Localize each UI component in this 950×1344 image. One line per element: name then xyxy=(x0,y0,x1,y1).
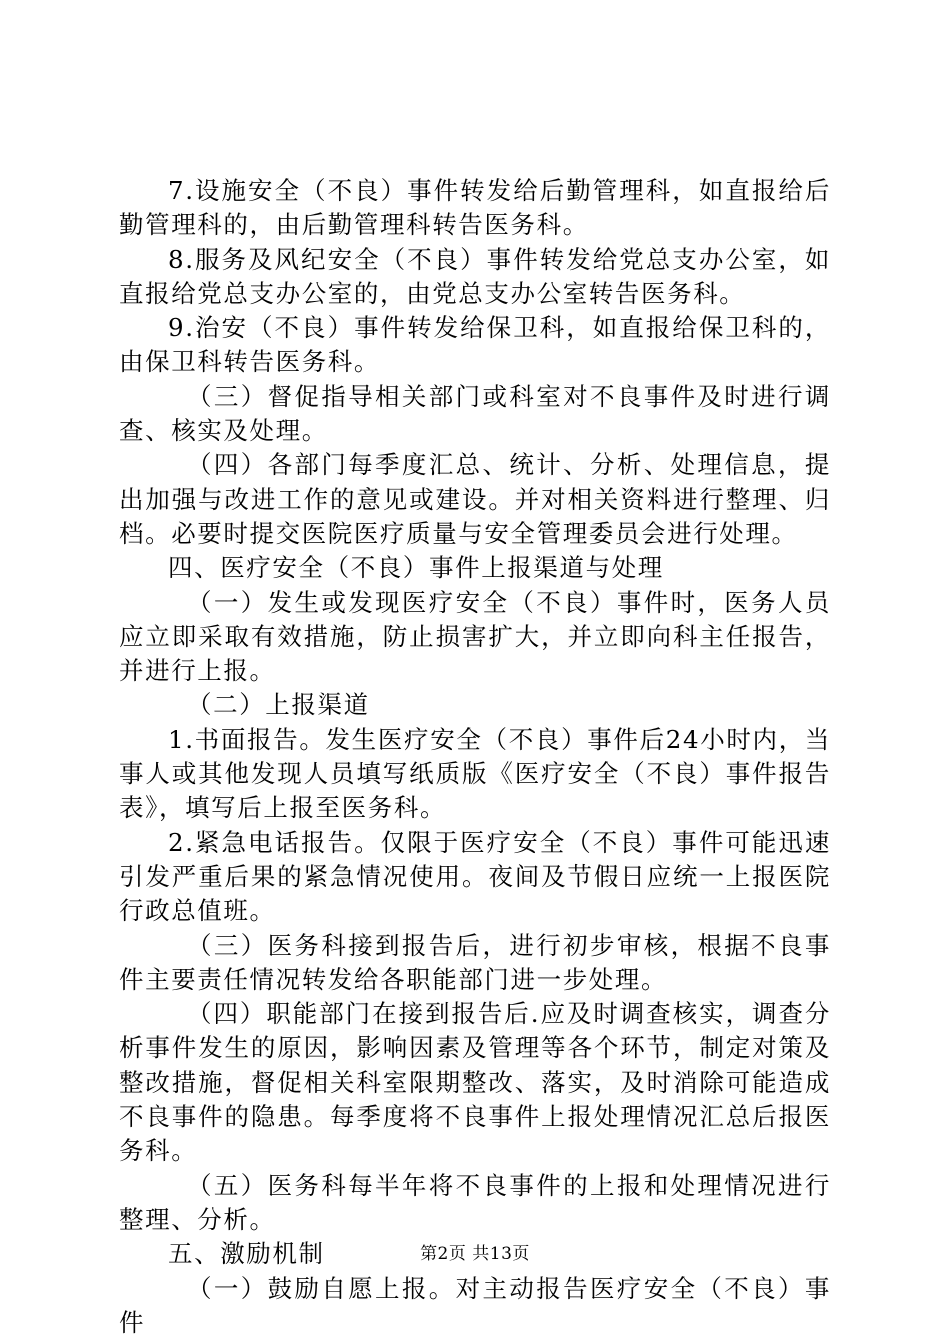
paragraph-sub-1b: （一）鼓励自愿上报。对主动报告医疗安全（不良）事件 xyxy=(119,1273,831,1337)
page-footer xyxy=(0,1243,950,1265)
paragraph-sub-3: （三）督促指导相关部门或科室对不良事件及时进行调查、核实及处理。 xyxy=(119,381,831,446)
paragraph-item-8: 8.服务及风纪安全（不良）事件转发给党总支办公室，如直报给党总支办公室的，由党总支办公室转告医务科。 xyxy=(119,244,831,308)
paragraph-sub-5: （五）医务科每半年将不良事件的上报和处理情况进行整理、分析。 xyxy=(119,1170,831,1234)
paragraph-item-2: 2.紧急电话报告。仅限于医疗安全（不良）事件可能迅速引发严重后果的紧急情况使用。夜间及节假日应统一上报医院行政总值班。 xyxy=(119,827,831,926)
paragraph-sub-2: （二）上报渠道 xyxy=(187,690,370,720)
section-heading-5: 五、激励机制 xyxy=(168,1239,325,1269)
paragraph-item-9: 9.治安（不良）事件转发给保卫科，如直报给保卫科的，由保卫科转告医务科。 xyxy=(119,313,831,377)
paragraph-sub-4: （四）各部门每季度汇总、统计、分析、处理信息，提出加强与改进工作的意见或建设。并对相关资料进行整理、归档。必要时提交医院医疗质量与安全管理委员会进行处理。 xyxy=(119,450,831,548)
paragraph-sub-1: （一）发生或发现医疗安全（不良）事件时，医务人员应立即采取有效措施，防止损害扩大，并立即向科主任报告，并进行上报。 xyxy=(119,587,831,686)
paragraph-item-1: 1.书面报告。发生医疗安全（不良）事件后24小时内，当事人或其他发现人员填写纸质版《医疗安全（不良）事件报告表》，填写后上报至医务科。 xyxy=(119,724,831,823)
paragraph-sub-4b: （四）职能部门在接到报告后.应及时调查核实，调查分析事件发生的原因，影响因素及管理等各个环节，制定对策及整改措施，督促相关科室限期整改、落实，及时消除可能造成不良事件的隐患。每季度将不良事件上报处理情况汇总后报医务科。 xyxy=(119,999,831,1166)
page-number-label: 第2页 共13页 xyxy=(420,1244,530,1264)
paragraph-item-7: 7.设施安全（不良）事件转发给后勤管理科，如直报给后勤管理科的，由后勤管理科转告医务科。 xyxy=(119,176,831,240)
paragraph-sub-3b: （三）医务科接到报告后，进行初步审核，根据不良事件主要责任情况转发给各职能部门进一步处理。 xyxy=(119,930,831,994)
section-heading-4: 四、医疗安全（不良）事件上报渠道与处理 xyxy=(168,553,664,583)
document-body xyxy=(119,174,831,1340)
